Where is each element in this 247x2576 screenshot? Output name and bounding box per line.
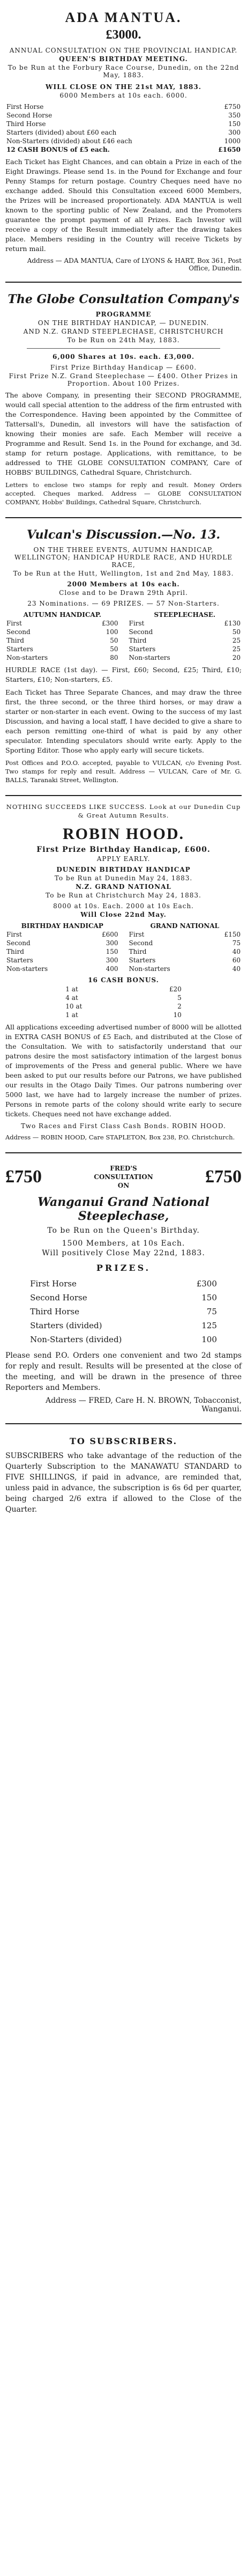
prize-value: 50: [110, 645, 118, 653]
cash-label: 10 at: [65, 1003, 83, 1010]
prizes-head: PRIZES.: [96, 1263, 151, 1273]
right-amount: £750: [205, 1167, 242, 1187]
prize-value: 25: [232, 637, 241, 644]
prize-value: £150: [224, 931, 241, 938]
ad-date: To be Run at the Hutt, Wellington, 1st and 2nd May, 1883.: [13, 570, 234, 577]
prize-label: Starters: [129, 956, 156, 964]
cash-label: 1 at: [65, 1011, 78, 1019]
prize-value: 40: [232, 965, 241, 973]
vulcan-discussion-ad: [5, 518, 242, 796]
ad-members: 8000 at 10s. Each. 2000 at 10s Each.: [53, 902, 194, 910]
fred-header: [5, 1164, 242, 1190]
prize-label: Third Horse: [30, 1307, 79, 1316]
prize-label: Non-starters: [129, 654, 170, 661]
prize-label: Second Horse: [6, 112, 53, 119]
prize-label: Second: [129, 939, 153, 947]
prize-value: 150: [228, 120, 241, 128]
ad-race-note: To be Run at the Forbury Race Course, Dunedin, on the 22nd May, 1883.: [8, 64, 239, 79]
prize-value: 50: [110, 637, 118, 644]
prize-value: 400: [106, 965, 118, 973]
prize-label: First Horse: [30, 1279, 77, 1289]
fred-title-block: [94, 1164, 153, 1190]
prize-columns: [5, 922, 242, 973]
ad-body: The above Company, in presenting their SECOND PROGRAMME, would call special attention to the address of the firm entrusted with the Correspondence. Having been appointed by the Committee of Tattersall's, Dunedin, all investors will have the satisfaction of knowing their monies are safe. Each Member will receive a Programme and Result. Send 1s. in the Pound for exchange, and 3d. stamp for return postage. Applications, with remittance, to be addressed to THE GLOBE CONSULTATION COMPANY, Care of HOBBS' BUILDINGS, Cathedral Square, Christchurch.: [5, 391, 242, 476]
ad-apply: APPLY EARLY.: [96, 855, 151, 863]
prize-value: £130: [224, 620, 241, 627]
ad-event2: N.Z. GRAND NATIONAL: [76, 883, 171, 890]
prize-value: 60: [232, 956, 241, 964]
prize-label: First Horse: [6, 103, 44, 111]
ad-members: 1500 Members, at 10s Each.: [62, 1239, 185, 1248]
prize-label: Third Horse: [6, 120, 46, 128]
prize-value: £300: [101, 620, 118, 627]
left-amount: £750: [5, 1167, 42, 1187]
prize-value: 25: [232, 645, 241, 653]
prize-table: [5, 102, 242, 154]
ad-body: SUBSCRIBERS who take advantage of the reduction of the Quarterly Subscription to the MANAWATU STANDARD to FIVE SHILLINGS, if paid in advance, are reminded that, unless paid in advance, the subscription is 6s 6d per quarter, being charged 2/6 extra if allowed to the Close of the Quarter.: [5, 1452, 242, 1514]
ad-body: All applications exceeding advertised number of 8000 will be allotted in EXTRA CASH BONUS of £5 Each, and distributed at the Close of the Consultation. We with to satisfactorily understand that our patrons desire the most satisfactory intimation of the largest bonus of improvements of the Press and general public. Where we have been asked to put our results before our Patrons, we have published our results in the Otago Daily Times. Our patrons numbering over 5000 last, we have had to largely increase the number of prizes. Persons in remote parts of the colony should write early to secure tickets. Cheques need not have exchange added.: [5, 1023, 242, 1118]
prize-label: Second: [129, 628, 153, 636]
prize-value: 300: [228, 129, 241, 136]
prize-table-right: [128, 922, 242, 973]
ad-date: To be Run on 24th May, 1883.: [67, 336, 180, 344]
ad-address: Post Offices and P.O.O. accepted, payable to VULCAN, c/o Evening Post. Two stamps for reply and result. Address — VULCAN, Care of Mr. G. BALLS, Taranaki Street, Wellington.: [5, 759, 242, 784]
prize-label: Third: [129, 948, 147, 955]
freds-consultation-ad: [5, 1153, 242, 1424]
prize-label: Third: [6, 948, 24, 955]
ad-title: ADA MANTUA.: [65, 10, 182, 25]
prize-label: Non-starters: [6, 965, 48, 973]
prize-value: 100: [106, 628, 118, 636]
cash-label: 4 at: [65, 994, 78, 1002]
cash-value: £20: [169, 985, 182, 993]
ad-nominations: 23 Nominations. — 69 PRIZES. — 57 Non-Starters.: [27, 600, 220, 607]
cash-value: 5: [177, 994, 182, 1002]
prize-table: [29, 1276, 218, 1347]
prize-value: 125: [201, 1321, 217, 1330]
prize-label: First: [129, 620, 145, 627]
ad-signoff: Two Races and First Class Cash Bonds. ROBIN HOOD.: [21, 1122, 226, 1130]
ad-close: Close and to be Drawn 29th April.: [59, 589, 188, 597]
prize-table-left: [5, 922, 119, 973]
ad-close: Will Close 22nd May.: [80, 911, 167, 918]
ad-members: 2000 Members at 10s each.: [67, 580, 180, 588]
cash-value: 2: [177, 1003, 182, 1010]
prize-value: £600: [101, 931, 118, 938]
prize-value: £750: [224, 103, 241, 111]
subscribers-notice: [5, 1424, 242, 1523]
ad-date: To be Run at Dunedin May 24, 1883.: [54, 874, 193, 882]
prize-label: Non-Starters (divided) about £46 each: [6, 137, 132, 145]
prize-value: 40: [232, 948, 241, 955]
ad-title: The Globe Consultation Company's: [8, 292, 239, 306]
prize-label: Second: [6, 939, 31, 947]
cash-label: 1 at: [65, 985, 78, 993]
ad-event: DUNEDIN BIRTHDAY HANDICAP: [56, 866, 191, 873]
ad-meeting: QUEEN'S BIRTHDAY MEETING.: [59, 55, 188, 63]
ad-close: Will positively Close May 22nd, 1883.: [42, 1249, 205, 1257]
ad-address: Address — FRED, Care H. N. BROWN, Tobacconist, Wanganui.: [45, 1396, 242, 1414]
prize-label: Third: [129, 637, 147, 644]
prize-label: Starters (divided): [30, 1321, 102, 1330]
cash-bonus-table: [64, 985, 183, 1019]
ad-close: WILL CLOSE ON THE 21st MAY, 1883.: [46, 83, 201, 91]
ad-run: To be Run on the Queen's Birthday.: [47, 1226, 200, 1235]
prize-value: 50: [232, 628, 241, 636]
ad-event2: AND N.Z. GRAND STEEPLECHASE, CHRISTCHURCH: [23, 328, 224, 335]
prize-table-right: [128, 610, 242, 662]
fred-line1: FRED'S: [110, 1165, 137, 1172]
ad-date2: To be Run at Christchurch May 24, 1883.: [46, 892, 201, 899]
prize-label: Non-starters: [129, 965, 170, 973]
ad-members: 6,000 Shares at 10s. each. £3,000.: [52, 353, 195, 360]
ad-notice: NOTHING SUCCEEDS LIKE SUCCESS. Look at our Dunedin Cup & Great Autumn Results.: [6, 803, 241, 819]
ad-event: ON THE BIRTHDAY HANDICAP, — DUNEDIN.: [38, 319, 209, 327]
globe-consultation-ad: [5, 283, 242, 518]
prize-total: £1650: [218, 146, 241, 153]
ad-title: ROBIN HOOD.: [62, 825, 185, 843]
prize-columns: [5, 610, 242, 662]
ad-body: Each Ticket has Three Separate Chances, and may draw the three first, the three second, or the three third horses, or may draw a starter or non-starter in each event. Owing to the success of my last Discussion, and having a local staff, I have decided to give a share to each person remitting one-third of what is paid by any other speculator. Intending speculators should write early. Apply to the Sporting Editor. Those who apply early will secure tickets.: [5, 688, 242, 754]
prize-label: First: [129, 931, 145, 938]
prize-label: Starters: [6, 956, 33, 964]
prize-label: Non-Starters (divided): [30, 1335, 122, 1344]
prize-value: 100: [201, 1335, 217, 1344]
prize-label: Starters: [6, 645, 33, 653]
ad-body: Please send P.O. Orders one convenient and two 2d stamps for reply and result. Results will be presented at the close of the meeting, and will be drawn in the presence of three Reporters and Members.: [5, 1351, 242, 1392]
ad-address: Address — ROBIN HOOD, Care STAPLETON, Box 238, P.O. Christchurch.: [5, 1134, 235, 1141]
prize-value: 75: [206, 1307, 217, 1316]
ad-amount: £3000.: [106, 28, 141, 42]
ad-title: Wanganui Grand National Steeplechase,: [38, 1195, 209, 1223]
column-head: STEEPLECHASE.: [154, 611, 216, 619]
ad-hurdle: HURDLE RACE (1st day). — First, £60; Second, £25; Third, £10; Starters, £10; Non-starters, £5.: [5, 666, 242, 683]
column-head: BIRTHDAY HANDICAP: [21, 922, 103, 930]
ad-members: 6000 Members at 10s each. 6000.: [59, 92, 188, 99]
prize-value: 300: [106, 956, 118, 964]
fred-on: ON: [117, 1182, 130, 1189]
ad-address: Letters to enclose two stamps for reply and result. Money Orders accepted. Cheques marked. Address — GLOBE CONSULTATION COMPANY, Hobbs' Buildings, Cathedral Square, Christchurch.: [5, 481, 242, 506]
prize-label: Third: [6, 637, 24, 644]
ad-title: TO SUBSCRIBERS.: [69, 1436, 178, 1446]
prize-label: Starters: [129, 645, 156, 653]
robin-hood-ad: [5, 796, 242, 1153]
prize-value: 150: [106, 948, 118, 955]
prize-value: £300: [196, 1279, 217, 1289]
prize-label: Starters (divided) about £60 each: [6, 129, 117, 136]
ad-address: Address — ADA MANTUA, Care of LYONS & HART, Box 361, Post Office, Dunedin.: [27, 257, 242, 272]
prize-label: Non-starters: [6, 654, 48, 661]
ad-title: Vulcan's Discussion.—No. 13.: [26, 528, 221, 542]
divider: [27, 348, 220, 349]
prize-label: Second: [6, 628, 31, 636]
ad-prizes-title: First Prize Birthday Handicap — £600.: [50, 364, 197, 371]
prize-value: 1000: [224, 137, 241, 145]
cash-bonus: 12 CASH BONUS of £5 each.: [6, 146, 110, 153]
prize-label: First: [6, 931, 22, 938]
prize-value: 20: [232, 654, 241, 661]
ad-programme: PROGRAMME: [95, 311, 152, 318]
prize-table-left: [5, 610, 119, 662]
ad-subtitle: ANNUAL CONSULTATION ON THE PROVINCIAL HANDICAP.: [9, 47, 238, 54]
prize-value: 300: [106, 939, 118, 947]
cash-value: 10: [173, 1011, 182, 1019]
prize-value: 75: [232, 939, 241, 947]
prize-value: 150: [201, 1293, 217, 1302]
ad-prizes-note: First Prize N.Z. Grand Steeplechase — £400. Other Prizes in Proportion. About 100 Prizes.: [9, 372, 238, 387]
ad-first: First Prize Birthday Handicap, £600.: [36, 845, 211, 854]
cash-bonus-head: 16 CASH BONUS.: [88, 976, 159, 984]
prize-value: 350: [228, 112, 241, 119]
ad-subtitle: ON THE THREE EVENTS, AUTUMN HANDICAP, WELLINGTON; HANDICAP HURDLE RACE, AND HURDLE RACE,: [14, 546, 233, 569]
ada-mantua-ad: [5, 0, 242, 283]
prize-label: Second Horse: [30, 1293, 87, 1302]
prize-label: First: [6, 620, 22, 627]
column-head: GRAND NATIONAL: [150, 922, 219, 930]
ad-body: Each Ticket has Eight Chances, and can obtain a Prize in each of the Eight Drawings. Please send 1s. in the Pound for Exchange and four Penny Stamps for return postage. Country Cheques need have no exchange added. Should this Consultation exceed 6000 Members, the Prizes will be increased proportionately. ADA MANTUA is well known to the sporting public of New Zealand, and the Promoters guarantee the prompt payment of all Prizes. Each Investor will receive a copy of the Result immediately after the drawing takes place. Members residing in the Country will receive Tickets by return mail.: [5, 158, 242, 253]
prize-value: 80: [110, 654, 118, 661]
column-head: AUTUMN HANDICAP.: [23, 611, 101, 619]
fred-line2: CONSULTATION: [94, 1173, 153, 1181]
